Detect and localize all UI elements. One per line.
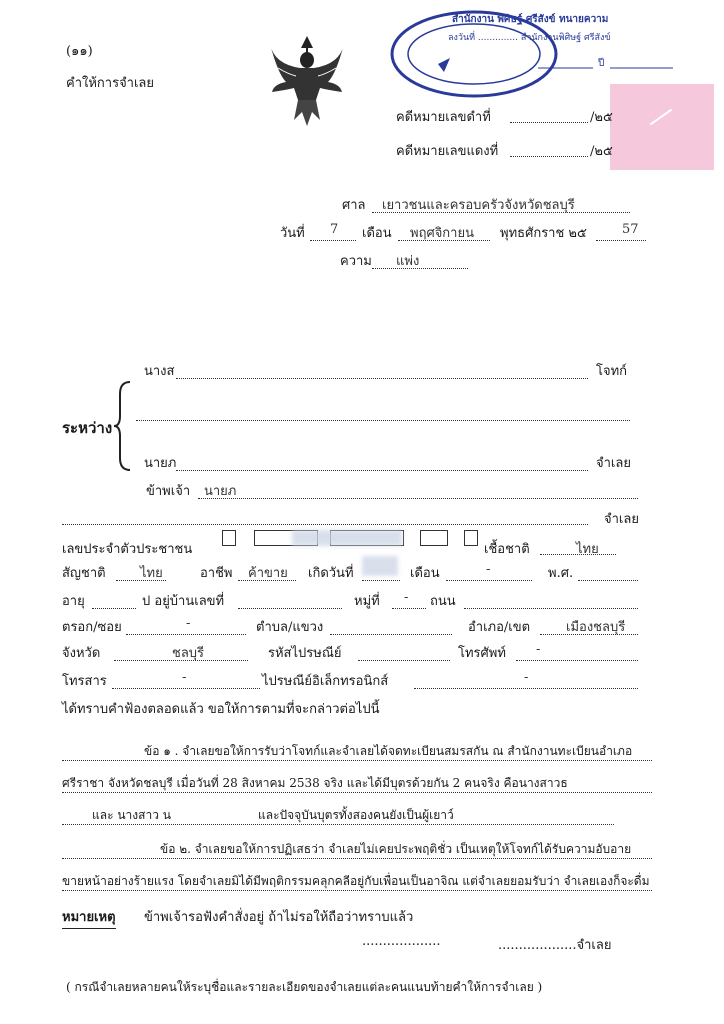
- defendant-role: จำเลย: [596, 456, 631, 471]
- year-label: พุทธศักราช ๒๕: [500, 226, 587, 241]
- between-label: ระหว่าง: [62, 419, 113, 437]
- form-number: (๑๑): [66, 44, 93, 59]
- tambon-label: ตำบล/แขวง: [256, 620, 324, 635]
- race-label: เชื้อชาติ: [484, 542, 530, 557]
- court-label: ศาล: [342, 198, 366, 213]
- brace-icon: [112, 380, 132, 472]
- defendant-name: นายภ: [144, 456, 177, 471]
- plaintiff-name: นางส: [144, 364, 175, 379]
- birth-year-label: พ.ศ.: [548, 566, 574, 581]
- stamp-line1: สำนักงาน พิศิษฐ์ ศรีสังข์ ทนายความ: [452, 14, 609, 25]
- i-role: จำเลย: [604, 512, 639, 527]
- moo-label: หมู่ที่: [354, 594, 380, 609]
- amphoe-label: อำเภอ/เขต: [468, 620, 531, 635]
- id-label: เลขประจำตัวประชาชน: [62, 542, 193, 557]
- garuda-emblem-icon: [268, 34, 346, 130]
- plaintiff-role: โจทก์: [596, 364, 628, 379]
- age-label: อายุ: [62, 594, 85, 609]
- clause-1-line-3a: และ นางสาว น: [92, 808, 171, 822]
- race-value: ไทย: [576, 542, 599, 557]
- court-value: เยาวชนและครอบครัวจังหวัดชลบุรี: [382, 198, 575, 213]
- i-name: นายภ: [204, 484, 237, 499]
- email-value: -: [524, 670, 529, 685]
- form-title: คำให้การจำเลย: [66, 76, 155, 91]
- signature-line-1: ...................: [362, 934, 441, 949]
- date-day: 7: [330, 222, 339, 237]
- phone-label: โทรศัพท์: [458, 646, 506, 661]
- birth-month-label: เดือน: [410, 566, 440, 581]
- postal-label: รหัสไปรษณีย์: [268, 646, 342, 661]
- month-label: เดือน: [362, 226, 392, 241]
- clause-1-line-1: ข้อ ๑ . จำเลยขอให้การรับว่าโจทก์และจำเลยได้จดทะเบียนสมรสกัน ณ สำนักงานทะเบียนอำเภอ: [144, 744, 633, 758]
- nationality-label: สัญชาติ: [62, 566, 106, 581]
- email-label: ไปรษณีย์อิเล็กทรอนิกส์: [262, 674, 389, 689]
- note-text: ข้าพเจ้ารอฟังคำสั่งอยู่ ถ้าไม่รอให้ถือว่าทราบแล้ว: [144, 910, 414, 925]
- date-year: 57: [622, 222, 639, 237]
- road-label: ถนน: [430, 594, 456, 609]
- fax-value: -: [182, 670, 187, 685]
- province-label: จังหวัด: [62, 646, 101, 661]
- birth-month-value: -: [486, 562, 491, 577]
- note-label: หมายเหตุ: [62, 906, 116, 929]
- occupation-label: อาชีพ: [200, 566, 233, 581]
- red-case-suffix: /๒๕: [590, 144, 613, 159]
- soi-value: -: [186, 616, 191, 631]
- red-case-label: คดีหมายเลขแดงที่: [396, 144, 499, 159]
- phone-value: -: [536, 642, 541, 657]
- fax-label: โทรสาร: [62, 674, 107, 689]
- nationality-value: ไทย: [140, 566, 163, 581]
- footer-note: ( กรณีจำเลยหลายคนให้ระบุชื่อและรายละเอียดของจำเลยแต่ละคนแนบท้ายคำให้การจำเลย ): [66, 980, 543, 994]
- clause-1-line-3b: และปัจจุบันบุตรทั้งสองคนยังเป็นผู้เยาว์: [258, 808, 454, 822]
- case-type-label: ความ: [340, 254, 372, 269]
- soi-label: ตรอก/ซอย: [62, 620, 122, 635]
- stamp-line2: ลงวันที่ .............. สำนักงานพิศิษฐ์ ศรีสังข์: [448, 33, 611, 43]
- i-label: ข้าพเจ้า: [146, 484, 191, 499]
- clause-1-line-2: ศรีราชา จังหวัดชลบุรี เมื่อวันที่ 28 สิงหาคม 2538 จริง และได้มีบุตรด้วยกัน 2 คนจริง คือนางสาวธ: [62, 776, 568, 790]
- black-case-suffix: /๒๕: [590, 110, 613, 125]
- date-month: พฤศจิกายน: [410, 226, 474, 241]
- acknowledgement-text: ได้ทราบคำฟ้องตลอดแล้ว ขอให้การตามที่จะกล่าวต่อไปนี้: [62, 702, 380, 717]
- birth-label: เกิดวันที่: [308, 566, 354, 581]
- amphoe-value: เมืองชลบุรี: [566, 620, 626, 635]
- stamp-line3: ปี: [598, 58, 605, 69]
- black-case-label: คดีหมายเลขดำที่: [396, 110, 491, 125]
- province-value: ชลบุรี: [172, 646, 205, 661]
- moo-value: -: [404, 590, 409, 605]
- clause-2-line-2: ขายหน้าอย่างร้ายแรง โดยจำเลยมิได้มีพฤติกรรมคลุกคลีอยู่กับเพื่อนเป็นอาจิณ แต่จำเลยยอมรับว่า จำเลยเองก็จะดื่ม: [62, 874, 650, 888]
- clause-2-line-1: ข้อ ๒. จำเลยขอให้การปฏิเสธว่า จำเลยไม่เคยประพฤติชั่ว เป็นเหตุให้โจทก์ได้รับความอับอาย: [160, 842, 632, 856]
- signature-line-2: ...................จำเลย: [498, 938, 612, 953]
- pink-sticky-note: [610, 84, 714, 170]
- date-label: วันที่: [280, 226, 305, 241]
- occupation-value: ค้าขาย: [248, 566, 288, 581]
- case-type-value: แพ่ง: [396, 254, 420, 269]
- address-label: ป อยู่บ้านเลขที่: [142, 594, 225, 609]
